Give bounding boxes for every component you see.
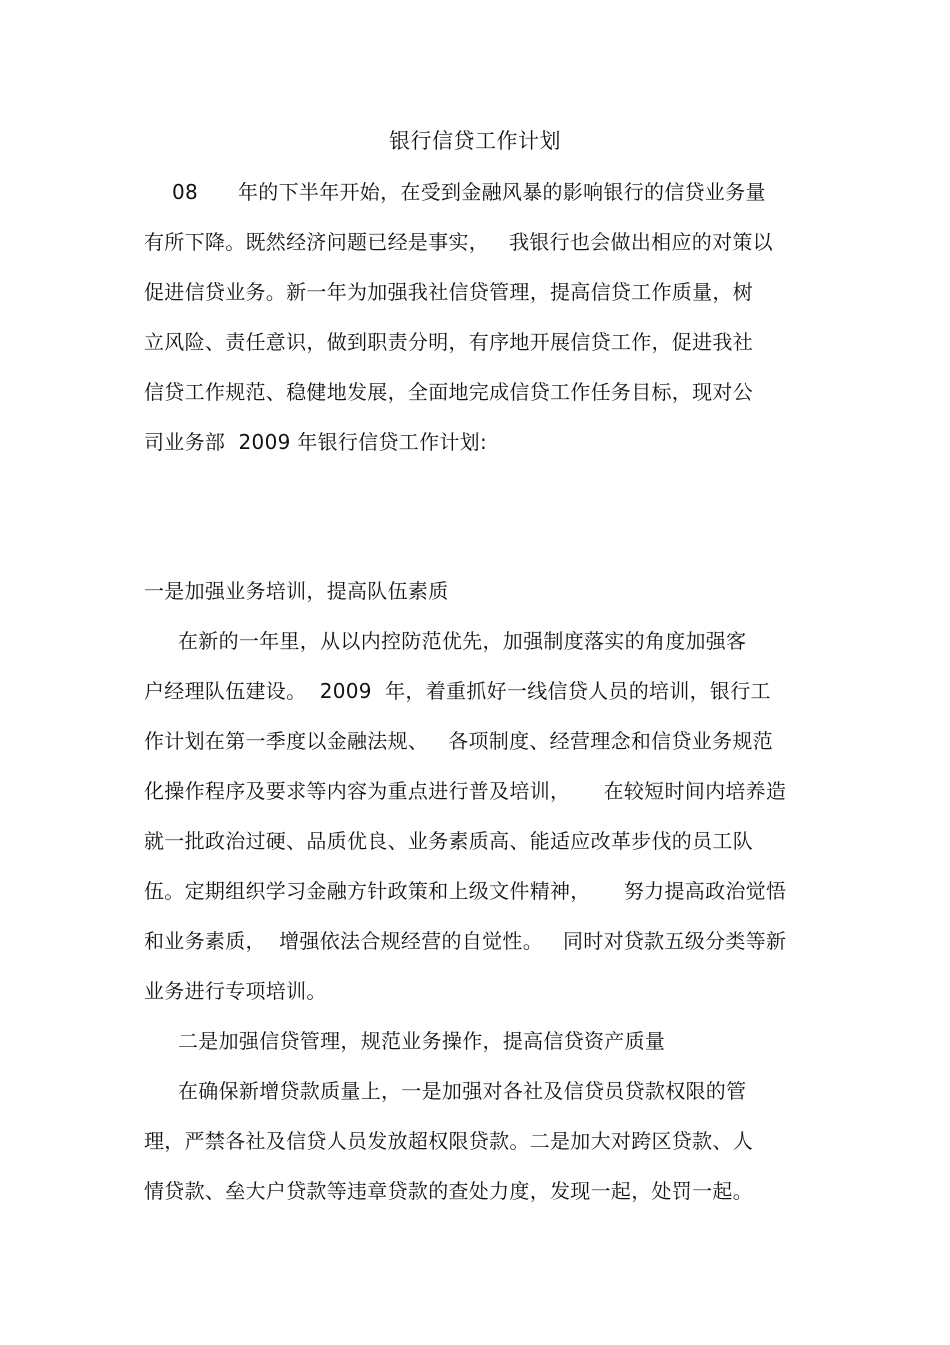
paragraph-line: 业务进行专项培训。 [144, 979, 327, 1003]
paragraph-line: 化操作程序及要求等内容为重点进行普及培训， 在较短时间内培养造 [144, 779, 787, 803]
paragraph-line: 和业务素质， 增强依法合规经营的自觉性。 同时对贷款五级分类等新 [144, 929, 787, 953]
paragraph-line: 有所下降。既然经济问题已经是事实， 我银行也会做出相应的对策以 [144, 230, 773, 254]
paragraph-line: 信贷工作规范、稳健地发展，全面地完成信贷工作任务目标，现对公 [144, 380, 753, 404]
paragraph-line: 伍。定期组织学习金融方针政策和上级文件精神， 努力提高政治觉悟 [144, 879, 787, 903]
paragraph-line: 08 年的下半年开始，在受到金融风暴的影响银行的信贷业务量 [172, 180, 766, 204]
document-title: 银行信贷工作计划 [389, 129, 561, 153]
paragraph-line: 作计划在第一季度以金融法规、 各项制度、经营理念和信贷业务规范 [144, 729, 773, 753]
paragraph-line: 情贷款、垒大户贷款等违章贷款的查处力度，发现一起，处罚一起。 [144, 1179, 753, 1203]
paragraph-line: 立风险、责任意识，做到职责分明，有序地开展信贷工作，促进我社 [144, 330, 753, 354]
section-heading: 一是加强业务培训，提高队伍素质 [144, 579, 449, 603]
paragraph-line: 就一批政治过硬、品质优良、业务素质高、能适应改革步伐的员工队 [144, 829, 753, 853]
paragraph-line: 户经理队伍建设。 2009 年，着重抓好一线信贷人员的培训，银行工 [144, 679, 771, 703]
paragraph-line: 司业务部 2009 年银行信贷工作计划: [144, 430, 488, 454]
paragraph-line: 理，严禁各社及信贷人员发放超权限贷款。二是加大对跨区贷款、人 [144, 1129, 753, 1153]
paragraph-line: 在确保新增贷款质量上，一是加强对各社及信贷员贷款权限的管 [178, 1079, 747, 1103]
paragraph-line: 促进信贷业务。新一年为加强我社信贷管理，提高信贷工作质量，树 [144, 280, 753, 304]
section-heading: 二是加强信贷管理，规范业务操作，提高信贷资产质量 [178, 1029, 666, 1053]
paragraph-line: 在新的一年里，从以内控防范优先，加强制度落实的角度加强客 [178, 629, 747, 653]
